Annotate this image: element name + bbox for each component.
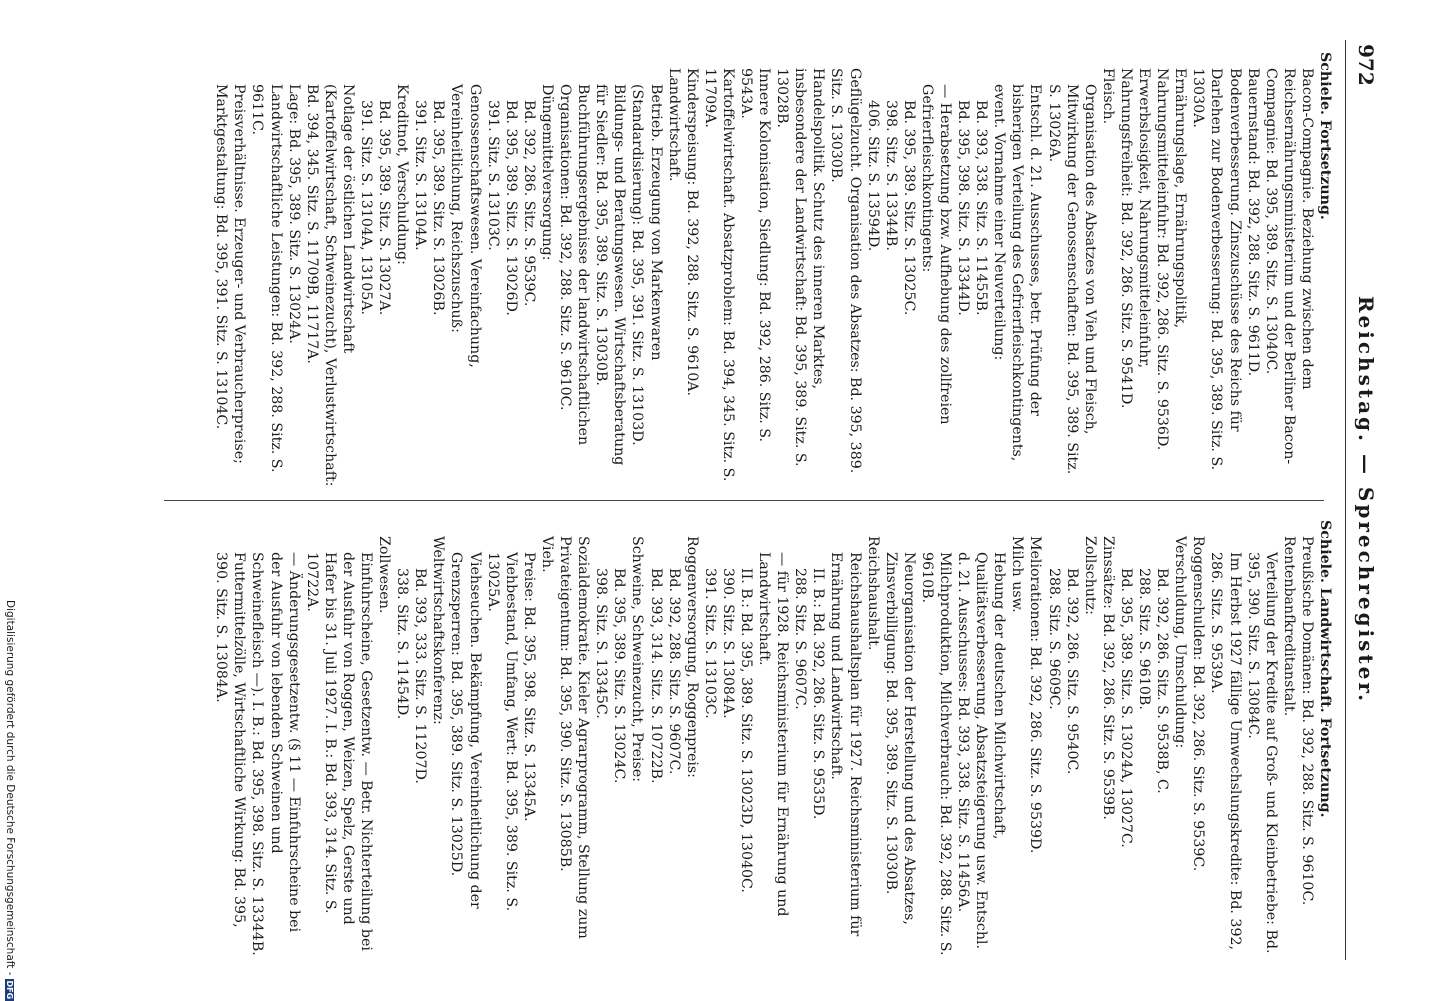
register-entry: 288. Sitz. S. 9609C. [1045,568,1062,710]
register-entry: — Herabsetzung bzw. Aufhebung des zollfreien Gefrierfleischkontingents: [918,84,954,425]
register-entry: — für 1928. Reichsministerium für Ernährung und Landwirtschaft. [756,552,791,917]
register-entry: 398. Sitz. S. 13345C. [593,568,610,719]
register-entry: Bd. 395, 398. Sitz. S. 13344D. [955,100,972,316]
register-entry: 398. Sitz. S. 13344B. [882,100,899,251]
register-entry: Düngemittelversorgung: [538,84,555,261]
running-head: Reichstag. — Sprechregister. [1354,295,1378,705]
register-entry: Fleisch. [1099,68,1116,125]
register-entry: Hebung der deutschen Milchwirtschaft, Qualitätsverbesserung, Absatzsteigerung usw. Entschl. d. 21. Ausschusses: Bd. 393, 338. Sitz. S. 11456A. [955,552,1008,950]
register-entry: Organisation des Absatzes von Vieh und Fleisch, Mitwirkung der Genossenschaften: Bd. 395, 389. Sitz. S. 13026A. [1045,84,1098,475]
register-entry: 391. Sitz. S. 13104A, 13105A. [358,100,375,316]
register-entry: Genossenschaftswesen. Vereinfachung, Vereinheitlichung, Reichszuschuß: [448,84,483,368]
register-entry: Bd. 392, 286. Sitz. S. 9540C. [1063,568,1080,775]
register-entry: Bd. 392, 288. Sitz. S. 9607C. [665,568,682,775]
register-entry: Landwirtschaftliche Leistungen: Bd. 392, 288. Sitz. S. 9611C. [249,84,284,473]
register-entry: Zinssätze: Bd. 392, 286. Sitz. S. 9539B. [1099,536,1116,820]
register-entry: Sozialdemokratie. Kieler Agrarprogramm, Stellung zum Privateigentum: Bd. 395, 390. Sitz. S. 13085B. [557,536,592,939]
register-entry: Rentenbanfkreditanstalt. [1280,536,1297,717]
register-entry: Bd. 392, 286. Sitz. S. 9539C. [520,100,537,307]
register-entry: Betrieb. Erzeugung von Markenwaren (Standardisierung): Bd. 395, 391. Sitz. S. 13103D. [629,84,664,446]
right-column [212,520,1334,956]
register-entry: Verschuldung, Umschuldung: [1172,536,1189,749]
register-entry: 390. Sitz. S. 13084A. [719,568,736,719]
register-entry: Handelspolitik. Schutz des inneren Marktes, insbesondere der Landwirtschaft: Bd. 395, 389. Sitz. S. 13028B. [774,68,827,467]
register-entry: 288. Sitz. S. 9610B. [1136,568,1153,710]
register-entry: Notlage der östlichen Landwirtschaft (Kartoffelwirtschaft, Schweinezucht), Verlustwirtschaft: Bd. 394, 345. Sitz. S. 11709B, 11717A. [303,84,356,487]
register-entry: 391. Sitz. S. 13103C. [484,100,501,251]
register-entry: Zollwesen. [376,536,393,614]
column-divider [164,500,1324,501]
register-entry: 288. Sitz. S. 9607C. [792,568,809,710]
register-entry: — Änderungsgesetzentw. (§ 11 — Einfuhrscheine bei der Ausfuhr von lebenden Schweinen und Schweinefleisch —). I. B.: Bd. 395, 398. Sitz. S. 13344B. [249,552,302,956]
register-entry: Bd. 395, 389. Sitz. S. 13024C. [611,568,628,784]
register-entry: Erwerbslosigkeit, Nahrungsmitteleinfuhr, Nahrungsfreiheit: Bd. 392, 286. Sitz. S. 9541D. [1117,68,1153,409]
register-entry: Bd. 393, 338. Sitz. S. 11455B. [973,100,990,316]
register-entry: Weltwirtschaftskonferenz: [430,536,447,725]
register-entry: Bodenverbesserung. Zinszuschüsse des Reichs für Darlehen zur Bodenverbesserung: Bd. 395, 389. Sitz. S. 13030A. [1190,68,1243,471]
register-entry: Reichshaushaltsplan für 1927. Reichsministerium für Ernährung und Landwirtschaft. [828,552,863,937]
register-entry: Viehseuchen. Bekämpfung, Vereinheitlichung der Grenzsperren: Bd. 395, 389. Sitz. S. 13025D. [448,552,483,909]
register-entry: Schweine, Schweinezucht, Preise: [629,536,646,782]
register-entry: Schiele. Landwirtschaft. Fortsetzung. [1317,520,1333,818]
register-entry: II. B.: Bd. 392, 286. Sitz. S. 9535D. [810,568,827,820]
page-header [1345,40,1386,960]
register-entry: Lage: Bd. 395, 389. Sitz. S. 13024A. [285,84,302,344]
register-entry: Vieh. [538,536,555,573]
register-entry: Bd. 392, 286. Sitz. S. 9538B, C. [1154,568,1171,794]
digitization-credit [2,600,16,1000]
register-entry: Bd. 393, 333. Sitz. S. 11207D. [412,568,429,784]
register-entry: Landwirtschaft. [665,68,682,182]
register-entry: Roggenschulden: Bd. 392, 286. Sitz. S. 9539C. [1190,536,1207,872]
register-entry: Preise: Bd. 395, 398. Sitz. S. 13345A. [520,552,537,822]
register-entry: Innere Kolonisation, Siedlung: Bd. 392, 286. Sitz. S. 9543A. [738,68,773,442]
register-entry: 391. Sitz. S. 13104A. [412,100,429,251]
register-entry: Bildungs- und Beratungswesen. Wirtschaftsberatung für Siedler: Bd. 395, 389. Sitz. S. 13030B. [593,84,628,466]
register-entry: 406. Sitz. S. 13594D. [864,100,881,252]
register-entry: Futtermittelzölle, Wirtschaftliche Wirkung: Bd. 395, 390. Sitz. S. 13084A. [213,552,248,928]
register-entry: Preußische Domänen: Bd. 392, 288. Sitz. S. 9610C. [1298,536,1315,906]
register-entry: Schiele. Fortsetzung. [1317,52,1333,220]
register-entry: Milchproduktion, Milchverbrauch: Bd. 392, 288. Sitz. S. 9610B. [918,552,954,956]
register-entry: Entschl. d. 21. Ausschusses, betr. Prüfung der bisherigen Verteilung des Gefrierfleischkontingents, event. Vornahme einer Neuverteilung: [991,84,1044,462]
register-entry: Bd. 395, 389. Sitz. S. 13027A. [376,100,393,316]
register-entry: Einfuhrscheine, Gesetzentw. — Betr. Nichterteilung bei der Ausfuhr von Roggen, Weizen, Spelz, Gerste und Hafer bis 31. Juli 1927. I. B.: Bd. 393, 314. Sitz. S. 10722A. [303,552,375,951]
register-entry: Roggenversorgung, Roggenpreis: [683,536,700,778]
dfg-logo: DFG [5,980,14,1000]
register-entry: 391. Sitz. S. 13103C. [701,568,718,719]
register-entry: Geflügelzucht. Organisation des Absatzes: Bd. 395, 389. Sitz. S. 13030B. [828,68,863,474]
register-entry: Im Herbst 1927 fällige Umwechslungskredite: Bd. 392, 286. Sitz. S. 9539A. [1208,552,1243,951]
register-entry: Bauernstand: Bd. 392, 288. Sitz. S. 9611D. [1244,68,1261,377]
register-entry: Ernährungslage, Ernährungspolitik, Nahrungsmitteleinfuhr: Bd. 392, 286. Sitz. S. 9536D. [1154,68,1189,451]
scanned-page [134,0,1434,1000]
left-column [212,52,1334,488]
register-entry: Bd. 395, 389. Sitz. S. 13024A, 13027C. [1117,568,1134,848]
register-entry: Kinderspeisung: Bd. 392, 288. Sitz. S. 9610A. [683,68,700,397]
register-entry: Verteilung der Kredite auf Groß- und Kleinbetriebe: Bd. 395, 390. Sitz. S. 13084C. [1244,552,1279,954]
register-entry: Bd. 395, 389. Sitz. S. 13026D. [502,100,519,316]
register-entry: Zollschutz: [1081,536,1098,615]
register-entry: Preisverhältnisse. Erzeuger- und Verbraucherpreise; Marktgestaltung: Bd. 395, 391. Sitz. S. 13104C. [213,84,248,464]
register-entry: Buchführungsergebnisse der landwirtschaftlichen Organisationen: Bd. 392, 288. Sitz. S. 9610C. [557,84,592,446]
register-entry: Bd. 393, 314. Sitz. S. 10722B. [647,568,664,784]
register-entry: Viehbestand, Umfang, Wert: Bd. 395, 389. Sitz. S. 13025A. [484,552,519,912]
register-entry: 338. Sitz. S. 11454D. [394,568,411,720]
register-entry: Kreditnot, Verschuldung: [394,84,411,265]
register-entry: Bd. 395, 389. Sitz. S. 13025C. [900,100,917,316]
credit-text: Digitalisierung gefördert durch die Deutsche Forschungsgemeinschaft - [4,600,16,976]
register-entry: II. B.: Bd. 395, 389. Sitz. S. 13023D, 13040C. [738,568,754,893]
register-entry: Milch usw. [1009,536,1026,613]
register-entry: Bacon-Compagnie. Beziehung zwischen dem Reichsernährungsministerium und der Berliner Bacon-Compagnie: Bd. 395, 389. Sitz. S. 13040C. [1262,68,1315,465]
register-entry: Kartoffelwirtschaft. Absatzproblem: Bd. 394, 345. Sitz. S. 11709A. [701,68,736,482]
register-entry: Bd. 395, 389. Sitz. S. 13026B. [430,100,447,316]
register-entry: Reichshaushalt. [864,536,881,651]
register-entry: Neuorganisation der Herstellung und des Absatzes, Zinsverbilligung: Bd. 395, 389. Sitz. S. 13030B. [882,552,917,925]
page-number: 972 [1354,44,1378,86]
register-entry: Meliorationen: Bd. 392, 286. Sitz. S. 9539D. [1027,536,1044,854]
